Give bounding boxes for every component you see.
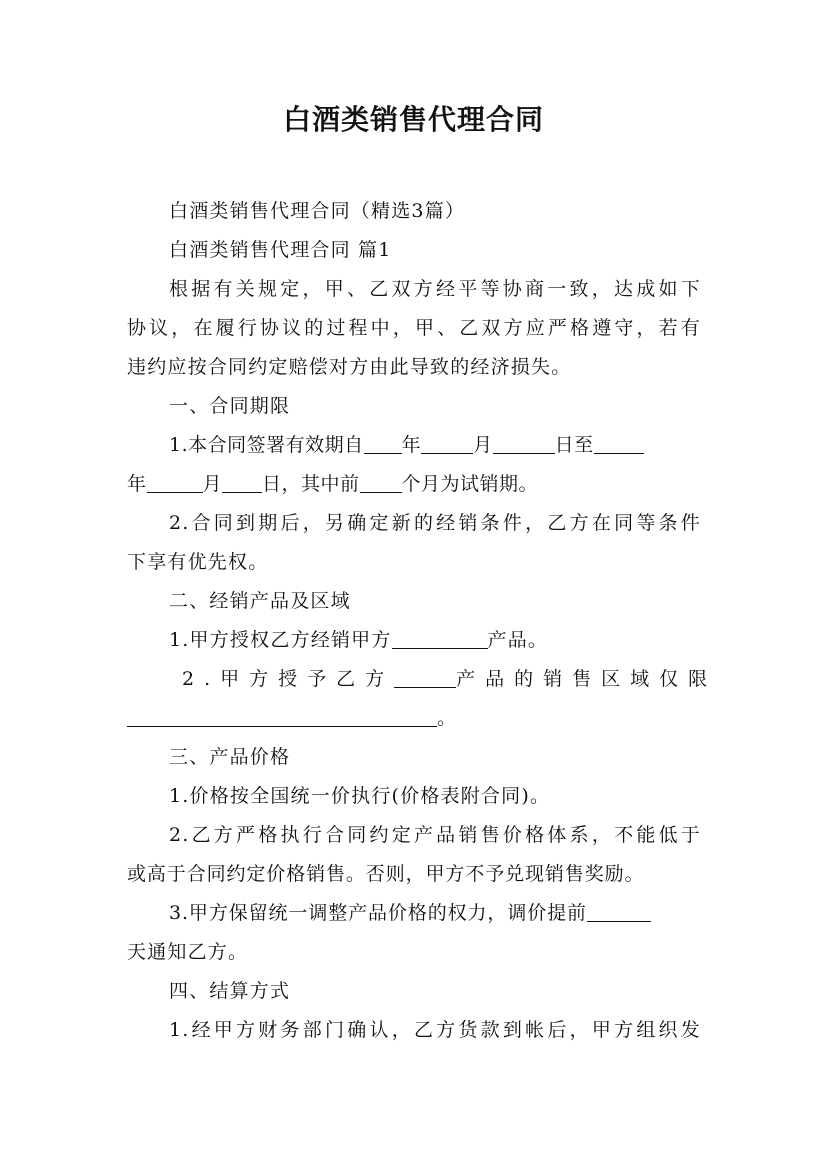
clause-text: 产品的销售区域仅限 — [456, 668, 718, 690]
blank-field — [364, 433, 402, 454]
clause-price-2-line-2: 或高于合同约定价格销售。否则，甲方不予兑现销售奖励。 — [127, 863, 645, 885]
blank-field — [587, 901, 651, 922]
clause-products-1 — [169, 627, 701, 653]
section-heading-term: 一、合同期限 — [169, 395, 291, 417]
intro-line-1: 根据有关规定，甲、乙双方经平等协商一致，达成如下 — [169, 278, 701, 300]
clause-term-1-line-2 — [127, 471, 701, 497]
clause-term-2-line-2: 下享有优先权。 — [127, 551, 269, 573]
clause-text: 1.本合同签署有效期自 — [169, 434, 364, 456]
clause-term-1-line-1 — [169, 432, 701, 458]
section-heading-settlement: 四、结算方式 — [169, 980, 291, 1002]
clause-text: 。 — [437, 707, 458, 729]
section-heading-price: 三、产品价格 — [169, 746, 291, 768]
clause-text: 日至 — [554, 434, 594, 456]
clause-text: 年 — [127, 473, 147, 495]
blank-field — [127, 706, 437, 727]
blank-field — [222, 472, 262, 493]
document-subtitle: 白酒类销售代理合同（精选3篇） — [169, 200, 466, 222]
section-heading-products: 二、经销产品及区域 — [169, 590, 351, 612]
clause-text: 月 — [202, 473, 223, 495]
clause-price-3-line-1 — [169, 900, 701, 926]
clause-settlement-1: 1.经甲方财务部门确认，乙方货款到帐后，甲方组织发 — [169, 1019, 701, 1041]
clause-term-2-line-1: 2.合同到期后，另确定新的经销条件，乙方在同等条件 — [169, 512, 701, 534]
part-heading: 白酒类销售代理合同 篇1 — [169, 239, 392, 261]
blank-field — [392, 628, 488, 649]
document-title: 白酒类销售代理合同 — [282, 103, 544, 136]
clause-products-2-line-1 — [182, 666, 718, 692]
clause-text: 日，其中前 — [262, 473, 360, 495]
clause-price-1: 1.价格按全国统一价执行(价格表附合同)。 — [169, 785, 551, 807]
blank-field — [421, 433, 473, 454]
clause-price-2-line-1: 2.乙方严格执行合同约定产品销售价格体系，不能低于 — [169, 824, 701, 846]
intro-line-3: 违约应按合同约定赔偿对方由此导致的经济损失。 — [127, 356, 572, 378]
clause-text: 产品。 — [487, 629, 549, 651]
clause-products-2-line-2 — [127, 705, 701, 731]
intro-line-2: 协议，在履行协议的过程中，甲、乙双方应严格遵守，若有 — [127, 317, 701, 339]
clause-text: 3.甲方保留统一调整产品价格的权力，调价提前 — [169, 902, 587, 924]
clause-price-3-line-2: 天通知乙方。 — [127, 941, 249, 963]
blank-field — [493, 433, 555, 454]
blank-field — [147, 472, 203, 493]
clause-text: 2.甲方授予乙方 — [182, 668, 395, 690]
blank-field — [394, 667, 456, 688]
clause-text: 个月为试销期。 — [401, 473, 539, 495]
clause-text: 月 — [473, 434, 493, 456]
blank-field — [594, 433, 644, 454]
clause-text: 年 — [401, 434, 422, 456]
clause-text: 1.甲方授权乙方经销甲方 — [169, 629, 392, 651]
blank-field — [360, 472, 402, 493]
